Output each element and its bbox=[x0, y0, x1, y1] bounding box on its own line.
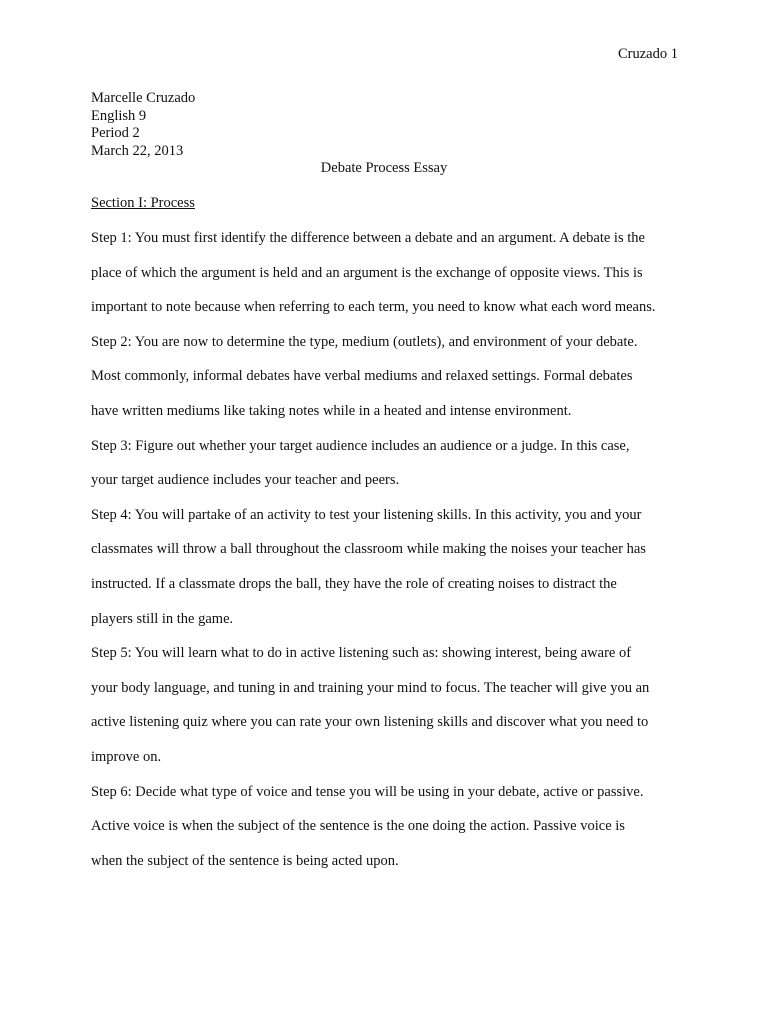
body-line: players still in the game. bbox=[91, 610, 234, 627]
body-line: when the subject of the sentence is being acted upon. bbox=[91, 852, 399, 869]
body-line: active listening quiz where you can rate your own listening skills and discover what you need to bbox=[91, 714, 649, 731]
page-header: Cruzado 1 bbox=[618, 46, 678, 62]
course-name: English 9 bbox=[91, 107, 147, 124]
body-line: Step 5: You will learn what to do in active listening such as: showing interest, being aware of bbox=[91, 645, 632, 662]
author-name: Marcelle Cruzado bbox=[91, 90, 196, 106]
body-line: place of which the argument is held and an argument is the exchange of opposite views. This is bbox=[91, 264, 643, 281]
body-line: Step 1: You must first identify the difference between a debate and an argument. A debate is the bbox=[91, 230, 645, 246]
body-line: Step 4: You will partake of an activity to test your listening skills. In this activity, you and your bbox=[91, 506, 642, 523]
body-line: improve on. bbox=[91, 748, 162, 765]
body-line: Step 2: You are now to determine the type, medium (outlets), and environment of your debate. bbox=[91, 333, 638, 350]
essay-title: Debate Process Essay bbox=[320, 160, 448, 176]
author-heading-block bbox=[91, 90, 681, 160]
body-line: your body language, and tuning in and training your mind to focus. The teacher will give you an bbox=[91, 679, 650, 696]
body-line: Step 3: Figure out whether your target audience includes an audience or a judge. In this case, bbox=[91, 437, 630, 454]
essay-date: March 22, 2013 bbox=[91, 142, 184, 159]
body-line: have written mediums like taking notes while in a heated and intense environment. bbox=[91, 402, 572, 419]
body-line: Step 6: Decide what type of voice and tense you will be using in your debate, active or passive. bbox=[91, 783, 644, 800]
body-line: instructed. If a classmate drops the ball, they have the role of creating noises to distract the bbox=[91, 575, 617, 592]
body-line: classmates will throw a ball throughout the classroom while making the noises your teacher has bbox=[91, 541, 646, 558]
body-line: Active voice is when the subject of the sentence is the one doing the action. Passive voice is bbox=[91, 818, 625, 835]
body-line: important to note because when referring to each term, you need to know what each word means. bbox=[91, 299, 656, 316]
body-line: Most commonly, informal debates have verbal mediums and relaxed settings. Formal debates bbox=[91, 368, 633, 385]
body-line: your target audience includes your teacher and peers. bbox=[91, 472, 400, 489]
section-title: Section I: Process bbox=[91, 195, 195, 211]
class-period: Period 2 bbox=[91, 125, 140, 141]
essay-body bbox=[91, 228, 683, 885]
